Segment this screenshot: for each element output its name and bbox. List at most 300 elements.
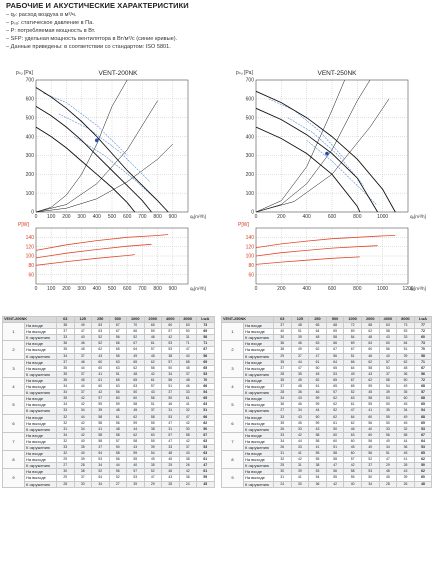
operating-point-number: 1 [3, 323, 25, 341]
operating-point-number: 8 [222, 451, 244, 469]
table-cell: 67 [109, 329, 127, 335]
table-cell: 62 [397, 359, 415, 365]
table-cell: 46 [162, 402, 180, 408]
table-cell: 65 [414, 420, 432, 426]
y-tick-label: 80 [28, 263, 34, 270]
table-cell: 44 [74, 384, 92, 390]
table-cell: 43 [179, 451, 197, 457]
table-cell: 72 [344, 323, 362, 329]
measurement-mode: На входе [25, 359, 57, 365]
table-cell: 33 [57, 444, 75, 450]
table-cell: 41 [361, 408, 379, 414]
table-cell: 49 [291, 347, 309, 353]
table-cell: 60 [397, 396, 415, 402]
x-axis-label: qᵥ[m³/h] [190, 286, 206, 291]
table-header-cell: 500 [109, 317, 127, 323]
table-cell: 51 [109, 371, 127, 377]
table-cell: 62 [326, 402, 344, 408]
table-cell: 45 [379, 475, 397, 481]
note-line: – pₛᵤ: статическое давление в Па. [6, 19, 94, 26]
operating-point [325, 152, 329, 156]
table-cell: 63 [109, 365, 127, 371]
table-cell: 71 [179, 341, 197, 347]
table-cell: 35 [274, 420, 292, 426]
table-cell: 47 [197, 463, 215, 469]
operating-point-number: 2 [222, 341, 244, 359]
table-cell: 48 [414, 481, 432, 487]
table-cell: 69 [197, 359, 215, 365]
table-cell: 53 [414, 426, 432, 432]
y-tick-label: 700 [245, 77, 254, 84]
table-cell: 32 [57, 414, 75, 420]
table-cell: 49 [397, 414, 415, 420]
operating-point-number: 3 [222, 359, 244, 377]
table-cell: 29 [57, 457, 75, 463]
table-cell: 44 [127, 426, 145, 432]
table-cell: 57 [127, 469, 145, 475]
table-cell: 50 [397, 377, 415, 383]
table-header-cell: 125 [291, 317, 309, 323]
operating-point-number: 5 [222, 396, 244, 414]
table-cell: 65 [127, 377, 145, 383]
x-tick-label: 200 [62, 286, 71, 292]
table-cell: 40 [179, 353, 197, 359]
table-cell: 53 [379, 396, 397, 402]
table-cell: 64 [344, 414, 362, 420]
table-header-cell: 63 [57, 317, 75, 323]
table-cell: 61 [179, 396, 197, 402]
table-cell: 37 [144, 408, 162, 414]
table-cell: 37 [274, 323, 292, 329]
table-cell: 32 [57, 438, 75, 444]
table-cell: 40 [74, 335, 92, 341]
table-cell: 65 [326, 377, 344, 383]
table-cell: 48 [162, 451, 180, 457]
table-cell: 37 [179, 371, 197, 377]
table-header-cell: 1000 [344, 317, 362, 323]
note-line: – SFP: удельная мощность вентилятора в Вт/м³/с (синие кривые). [6, 35, 178, 42]
table-cell: 65 [326, 384, 344, 390]
measurement-mode: К окружению [25, 335, 57, 341]
table-cell: 42 [344, 463, 362, 469]
table-cell: 46 [74, 359, 92, 365]
table-cell: 28 [397, 463, 415, 469]
table-cell: 47 [379, 457, 397, 463]
table-cell: 58 [92, 420, 110, 426]
operating-point-number: 6 [222, 414, 244, 432]
table-cell: 60 [379, 341, 397, 347]
table-cell: 51 [379, 451, 397, 457]
table-cell: 59 [361, 384, 379, 390]
table-cell: 65 [197, 365, 215, 371]
table-cell: 67 [197, 347, 215, 353]
table-header-cell: 4000 [162, 317, 180, 323]
table-cell: 57 [326, 390, 344, 396]
table-cell: 66 [109, 341, 127, 347]
y-tick-label: 200 [25, 171, 34, 178]
table-cell: 58 [361, 365, 379, 371]
table-cell: 51 [197, 408, 215, 414]
table-cell: 62 [92, 347, 110, 353]
table-cell: 45 [397, 451, 415, 457]
table-cell: 45 [197, 481, 215, 487]
table-cell: 31 [57, 426, 75, 432]
table-cell: 68 [414, 414, 432, 420]
table-cell: 50 [379, 402, 397, 408]
table-cell: 56 [379, 432, 397, 438]
y-tick-label: 400 [25, 134, 34, 141]
y-tick-label: 600 [25, 96, 34, 103]
table-cell: 63 [109, 359, 127, 365]
operating-point-number: 7 [3, 432, 25, 450]
measurement-mode: На входе [244, 377, 274, 383]
table-cell: 33 [57, 408, 75, 414]
table-cell: 36 [397, 371, 415, 377]
table-cell: 42 [74, 420, 92, 426]
table-cell: 34 [74, 426, 92, 432]
table-cell: 52 [127, 335, 145, 341]
x-tick-label: 700 [138, 214, 147, 220]
table-cell: 54 [309, 475, 327, 481]
table-cell: 45 [144, 353, 162, 359]
table-cell: 32 [57, 451, 75, 457]
table-cell: 40 [74, 451, 92, 457]
table-cell: 60 [92, 359, 110, 365]
y-tick-label: 500 [245, 115, 254, 122]
table-cell: 44 [109, 463, 127, 469]
table-cell: 66 [326, 341, 344, 347]
table-cell: 48 [361, 335, 379, 341]
table-cell: 65 [414, 451, 432, 457]
x-tick-label: 100 [47, 286, 56, 292]
y-tick-label: 100 [245, 190, 254, 197]
table-cell: 44 [291, 438, 309, 444]
table-cell: 63 [344, 396, 362, 402]
x-tick-label: 0 [254, 214, 258, 220]
table-cell: 62 [414, 469, 432, 475]
table-cell: 43 [309, 426, 327, 432]
table-cell: 69 [344, 341, 362, 347]
table-cell: 39 [92, 408, 110, 414]
table-cell: 50 [162, 396, 180, 402]
table-cell: 61 [144, 341, 162, 347]
table-cell: 60 [127, 396, 145, 402]
y-tick-label: 60 [248, 272, 254, 279]
table-cell: 56 [109, 390, 127, 396]
table-cell: 59 [144, 329, 162, 335]
table-cell: 44 [291, 359, 309, 365]
power-axis-label: P[W] [18, 222, 29, 228]
table-cell: 46 [291, 402, 309, 408]
power-curve [36, 255, 135, 266]
y-tick-label: 100 [245, 253, 254, 260]
table-cell: 67 [344, 347, 362, 353]
table-cell: 34 [274, 438, 292, 444]
table-cell: 50 [179, 329, 197, 335]
table-cell: 48 [109, 426, 127, 432]
measurement-mode: На входе [244, 469, 274, 475]
table-cell: 26 [179, 463, 197, 469]
table-cell: 68 [414, 396, 432, 402]
table-cell: 45 [397, 420, 415, 426]
table-cell: 36 [57, 341, 75, 347]
table-cell: 36 [291, 390, 309, 396]
x-tick-label: 300 [77, 214, 86, 220]
table-cell: 62 [197, 420, 215, 426]
table-cell: 73 [414, 341, 432, 347]
table-cell: 60 [326, 432, 344, 438]
table-cell: 52 [92, 469, 110, 475]
table-cell: 52 [92, 335, 110, 341]
measurement-mode: На входе [244, 432, 274, 438]
table-cell: 62 [309, 347, 327, 353]
table-cell: 47 [179, 414, 197, 420]
x-tick-label: 800 [153, 286, 162, 292]
operating-point-number: 2 [3, 341, 25, 359]
table-cell: 65 [127, 359, 145, 365]
table-cell: 61 [197, 469, 215, 475]
fan-curve [36, 127, 135, 212]
x-tick-label: 200 [62, 214, 71, 220]
table-cell: 59 [309, 402, 327, 408]
sound-table-right [221, 316, 432, 488]
table-cell: 66 [127, 329, 145, 335]
table-cell: 35 [57, 347, 75, 353]
table-cell: 42 [179, 438, 197, 444]
table-cell: 58 [127, 402, 145, 408]
table-cell: 28 [57, 481, 75, 487]
table-cell: 56 [326, 469, 344, 475]
table-cell: 57 [92, 396, 110, 402]
table-cell: 59 [109, 402, 127, 408]
table-cell: 41 [291, 451, 309, 457]
table-cell: 56 [144, 396, 162, 402]
table-cell: 34 [57, 390, 75, 396]
measurement-mode: На выходе [244, 347, 274, 353]
measurement-mode: На входе [25, 396, 57, 402]
y-tick-label: 300 [25, 153, 34, 160]
table-cell: 47 [344, 408, 362, 414]
table-cell: 62 [361, 329, 379, 335]
measurement-mode: На входе [25, 323, 57, 329]
table-cell: 46 [74, 341, 92, 347]
table-header-cell: 250 [309, 317, 327, 323]
table-cell: 56 [361, 438, 379, 444]
table-header-cell: 2000 [144, 317, 162, 323]
table-cell: 55 [309, 457, 327, 463]
table-cell: 48 [397, 365, 415, 371]
table-cell: 70 [414, 347, 432, 353]
table-cell: 34 [74, 408, 92, 414]
table-cell: 27 [274, 408, 292, 414]
operating-point-number: 4 [222, 377, 244, 395]
table-cell: 60 [361, 414, 379, 420]
measurement-mode: К окружению [244, 408, 274, 414]
table-cell: 37 [274, 365, 292, 371]
table-cell: 59 [197, 475, 215, 481]
table-cell: 43 [144, 390, 162, 396]
table-cell: 59 [92, 402, 110, 408]
table-cell: 55 [379, 414, 397, 420]
table-cell: 56 [109, 457, 127, 463]
table-cell: 40 [127, 463, 145, 469]
table-cell: 58 [309, 432, 327, 438]
table-cell: 45 [291, 377, 309, 383]
table-cell: 77 [414, 323, 432, 329]
y-tick-label: 600 [245, 96, 254, 103]
table-cell: 27 [109, 481, 127, 487]
table-cell: 53 [197, 371, 215, 377]
table-cell: 55 [144, 438, 162, 444]
table-cell: 29 [379, 463, 397, 469]
table-header-cell: 125 [74, 317, 92, 323]
table-cell: 67 [127, 341, 145, 347]
table-cell: 58 [92, 432, 110, 438]
operating-point [95, 139, 99, 143]
table-cell: 34 [379, 444, 397, 450]
x-tick-label: 400 [92, 286, 101, 292]
note-line: – P: потребляемая мощность в Вт. [6, 27, 96, 34]
table-cell: 64 [361, 341, 379, 347]
table-cell: 71 [414, 359, 432, 365]
table-cell: 42 [92, 390, 110, 396]
table-cell: 54 [197, 390, 215, 396]
table-cell: 33 [179, 390, 197, 396]
table-cell: 57 [144, 384, 162, 390]
table-cell: 29 [57, 475, 75, 481]
table-cell: 47 [162, 438, 180, 444]
table-cell: 48 [109, 408, 127, 414]
table-cell: 35 [57, 371, 75, 377]
table-cell: 70 [127, 323, 145, 329]
table-cell: 72 [414, 329, 432, 335]
table-cell: 65 [109, 377, 127, 383]
table-cell: 31 [274, 451, 292, 457]
table-cell: 31 [179, 335, 197, 341]
table-cell: 50 [197, 426, 215, 432]
table-cell: 54 [92, 451, 110, 457]
table-cell: 43 [127, 444, 145, 450]
y-tick-label: 120 [25, 244, 34, 251]
y-tick-label: 80 [248, 263, 254, 270]
table-cell: 38 [309, 463, 327, 469]
y-tick-label: 60 [28, 272, 34, 279]
table-cell: 58 [309, 438, 327, 444]
table-cell: 45 [74, 377, 92, 383]
table-cell: 36 [274, 341, 292, 347]
sfp-curve [44, 93, 128, 155]
table-cell: 57 [162, 432, 180, 438]
x-tick-label: 0 [34, 214, 38, 220]
table-cell: 67 [344, 377, 362, 383]
table-header-cell: 8000 [179, 317, 197, 323]
table-cell: 60 [344, 438, 362, 444]
x-tick-label: 800 [153, 214, 162, 220]
table-cell: 63 [197, 451, 215, 457]
table-header-cell: 4000 [379, 317, 397, 323]
table-cell: 34 [92, 463, 110, 469]
x-tick-label: 1000 [377, 214, 389, 220]
table-cell: 37 [74, 475, 92, 481]
table-cell: 69 [326, 329, 344, 335]
table-cell: 54 [344, 335, 362, 341]
table-cell: 52 [361, 457, 379, 463]
table-cell: 53 [326, 371, 344, 377]
x-tick-label: 1000 [377, 286, 389, 292]
table-cell: 37 [57, 329, 75, 335]
table-model-name: VENT-250NK [222, 317, 274, 323]
table-cell: 57 [379, 359, 397, 365]
measurement-mode: На входе [25, 377, 57, 383]
table-cell: 52 [344, 390, 362, 396]
table-cell: 53 [162, 347, 180, 353]
table-cell: 41 [179, 402, 197, 408]
table-cell: 33 [291, 444, 309, 450]
table-cell: 41 [92, 371, 110, 377]
table-cell: 53 [127, 475, 145, 481]
y-tick-label: 140 [245, 235, 254, 242]
table-cell: 43 [162, 475, 180, 481]
table-cell: 50 [361, 475, 379, 481]
table-cell: 65 [197, 396, 215, 402]
fan-curve [256, 91, 395, 212]
table-cell: 62 [127, 432, 145, 438]
table-cell: 43 [92, 353, 110, 359]
table-cell: 26 [397, 481, 415, 487]
table-cell: 30 [274, 335, 292, 341]
table-cell: 66 [344, 359, 362, 365]
x-tick-label: 200 [277, 286, 286, 292]
table-cell: 64 [344, 365, 362, 371]
table-cell: 48 [179, 377, 197, 383]
x-tick-label: 800 [353, 214, 362, 220]
x-axis-label: qᵥ[m³/h] [410, 214, 426, 219]
table-cell: 58 [109, 451, 127, 457]
table-cell: 51 [397, 347, 415, 353]
table-cell: 36 [274, 402, 292, 408]
sound-table-left [2, 316, 215, 488]
table-cell: 68 [361, 323, 379, 329]
table-cell: 34 [397, 408, 415, 414]
table-cell: 67 [197, 432, 215, 438]
table-cell: 57 [414, 390, 432, 396]
table-cell: 31 [274, 475, 292, 481]
table-cell: 37 [162, 390, 180, 396]
table-model-name: VENT-200NK [3, 317, 57, 323]
measurement-mode: На выходе [25, 365, 57, 371]
x-tick-label: 300 [77, 286, 86, 292]
y-axis-label: pₛᵤ [Pa] [16, 70, 33, 76]
table-cell: 35 [74, 444, 92, 450]
table-cell: 50 [109, 444, 127, 450]
table-cell: 62 [414, 457, 432, 463]
measurement-mode: К окружению [244, 481, 274, 487]
x-tick-label: 700 [138, 286, 147, 292]
table-cell: 28 [162, 481, 180, 487]
table-cell: 53 [361, 469, 379, 475]
chart-title-right: VENT-250NK [317, 70, 357, 77]
table-cell: 30 [274, 469, 292, 475]
table-cell: 52 [144, 469, 162, 475]
table-cell: 63 [92, 323, 110, 329]
power-curve [36, 235, 168, 251]
y-axis-label: pₛᵤ [Pa] [236, 70, 253, 76]
measurement-mode: На выходе [244, 475, 274, 481]
chart-title-left: VENT-200NK [98, 70, 138, 77]
table-cell: 44 [74, 365, 92, 371]
table-cell: 32 [397, 426, 415, 432]
measurement-mode: На выходе [25, 457, 57, 463]
